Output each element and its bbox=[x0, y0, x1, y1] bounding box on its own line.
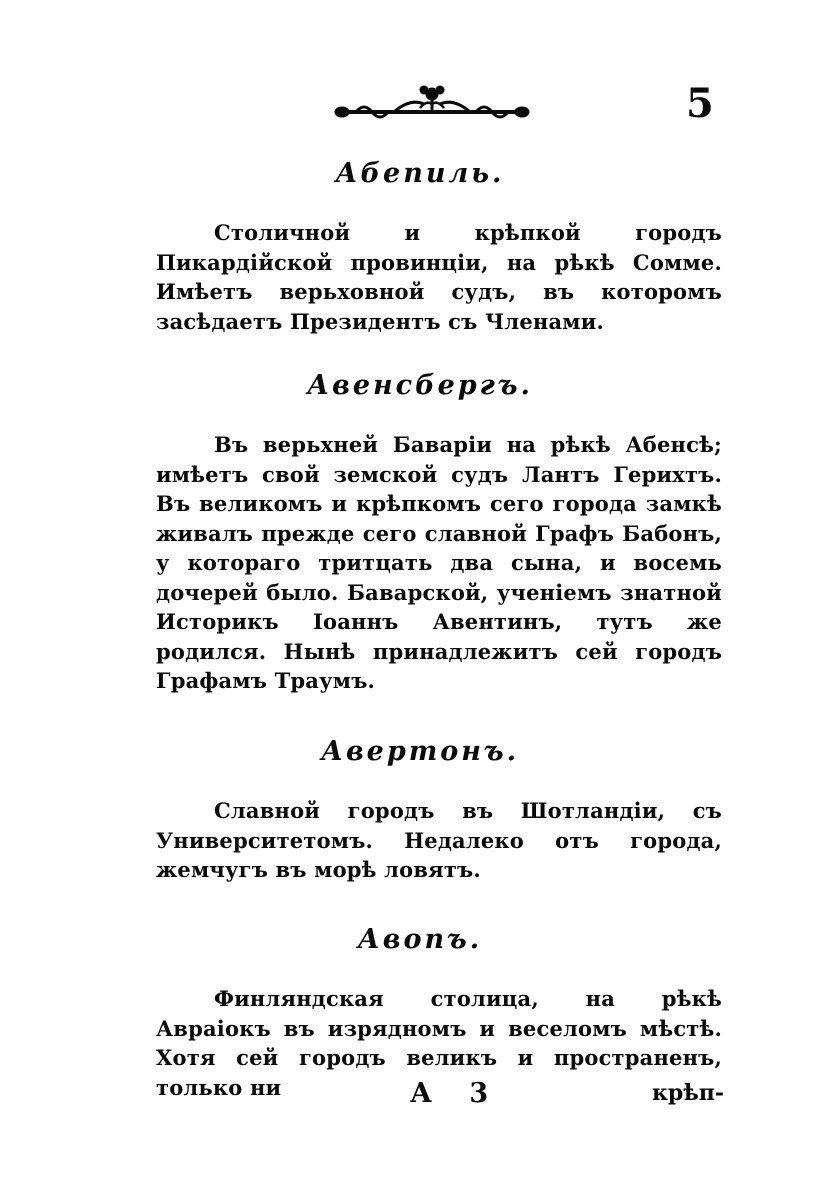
page-number: 5 bbox=[686, 80, 714, 127]
entry-paragraph: Финляндская столица, на рѣкѣ Авраіокъ въ изрядномъ и веселомъ мѣстѣ. Хотя сей городъ великъ и пространенъ, только ни bbox=[156, 986, 722, 1100]
catchword: крѣп- bbox=[652, 1080, 724, 1106]
entry-paragraph: Въ верьхней Баваріи на рѣкѣ Абенсѣ; имѣетъ свой земской судъ Лантъ Герихтъ. Въ великомъ и крѣпкомъ сего города замкѣ живалъ прежде сего славной Графъ Бабонъ, у котораго тритцать два сына, и восемь дочерей было. Баварской, ученіемъ знатной Историкъ Іоаннъ Авентинъ, тутъ же родился. Нынѣ принадлежитъ сей городъ Графамъ Траумъ. bbox=[156, 432, 722, 693]
entry-title: Абепиль. bbox=[335, 158, 505, 189]
entry-title: Авертонъ. bbox=[320, 736, 520, 767]
entry-paragraph: Столичной и крѣпкой городъ Пикардійской провинціи, на рѣкѣ Сомме. Имѣетъ верьховной судъ, въ которомъ засѣдаетъ Президентъ съ Членами. bbox=[156, 220, 722, 334]
entry-title: Авенсбергъ. bbox=[307, 370, 533, 401]
signature-mark: А 3 bbox=[410, 1078, 503, 1109]
entry-paragraph: Славной городъ въ Шотландіи, съ Университетомъ. Недалеко отъ города, жемчугъ въ морѣ ловятъ. bbox=[156, 798, 722, 882]
floral-ornament-icon bbox=[334, 82, 530, 126]
entry-title: Авопъ. bbox=[357, 924, 483, 955]
